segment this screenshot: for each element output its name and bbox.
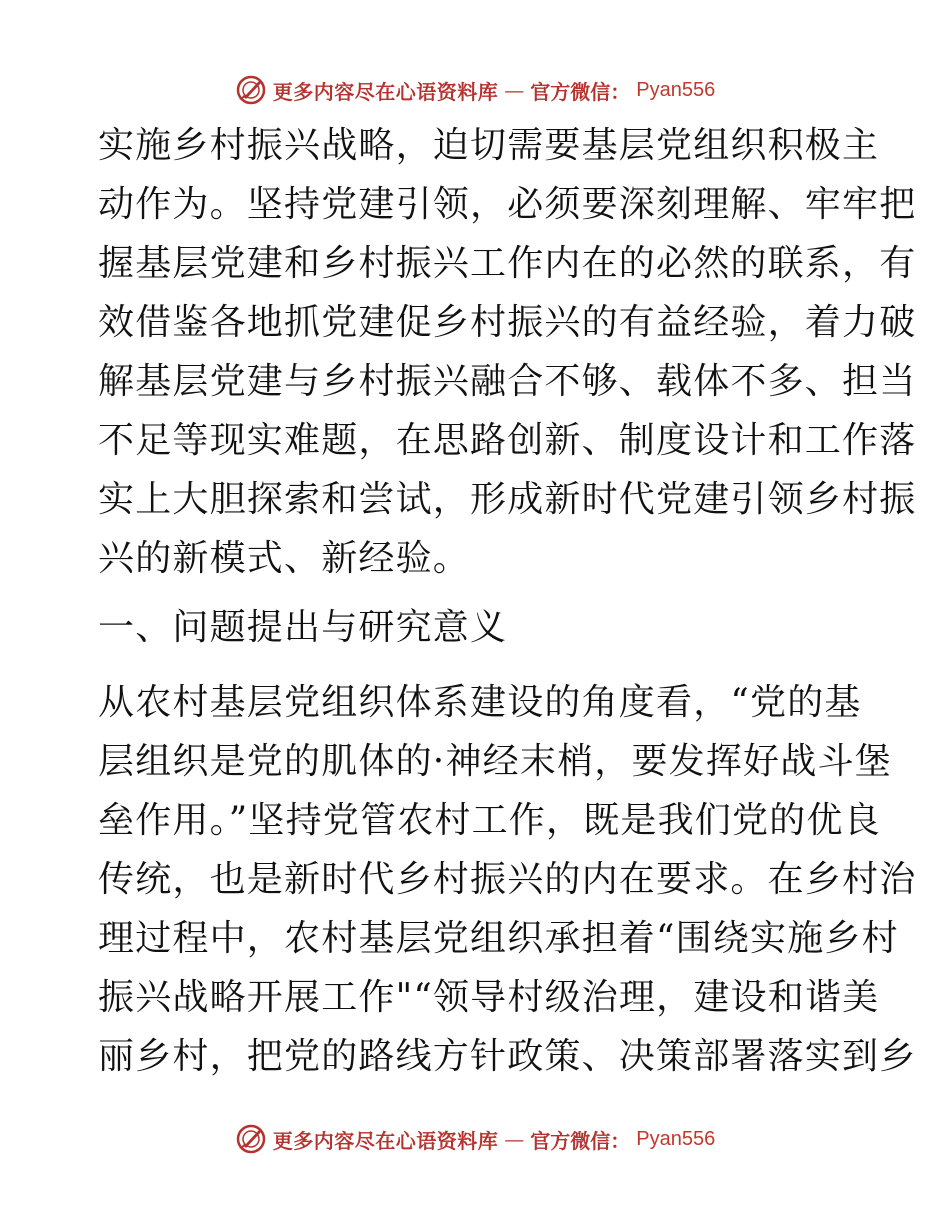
watermark-wechat-id: Pyan556: [636, 78, 716, 101]
text-line: 握基层党建和乡村振兴工作内在的必然的联系，有: [98, 243, 917, 284]
text-line: 层组织是党的肌体的·神经末梢，要发挥好战斗堡: [98, 741, 892, 782]
text-line: 实施乡村振兴战略，迫切需要基层党组织积极主: [98, 125, 880, 166]
watermark-wechat-id: Pyan556: [636, 1127, 716, 1150]
watermark-separator: —: [504, 1127, 525, 1151]
watermark-text: 更多内容尽在心语资料库: [272, 79, 499, 104]
text-line: 实上大胆探索和尝试，形成新时代党建引领乡村振: [98, 479, 917, 520]
text-line: 从农村基层党组织体系建设的角度看，“党的基: [98, 682, 862, 723]
text-line: 理过程中，农村基层党组织承担着“围绕实施乡村: [98, 918, 899, 959]
watermark-official-label: 官方微信：: [530, 1128, 631, 1153]
text-line: 兴的新模式、新经验。: [98, 538, 471, 579]
text-line: 不足等现实难题，在思路创新、制度设计和工作落: [98, 420, 917, 461]
footer-watermark: [0, 1119, 950, 1159]
text-line: 动作为。坚持党建引领，必须要深刻理解、牢牢把: [98, 184, 917, 225]
watermark-separator: —: [504, 78, 525, 102]
text-line: 丽乡村，把党的路线方针政策、决策部署落实到乡: [98, 1036, 917, 1077]
text-line: 振兴战略开展工作"“领导村级治理，建设和谐美: [98, 977, 880, 1018]
watermark-official-label: 官方微信：: [530, 79, 631, 104]
section-heading: 一、问题提出与研究意义: [98, 607, 508, 648]
text-line: 垒作用。”坚持党管农村工作，既是我们党的优良: [98, 800, 881, 841]
brand-logo-icon: [235, 74, 267, 106]
watermark-text: 更多内容尽在心语资料库: [272, 1128, 499, 1153]
text-line: 传统，也是新时代乡村振兴的内在要求。在乡村治: [98, 859, 917, 900]
header-watermark: [0, 70, 950, 110]
text-line: 解基层党建与乡村振兴融合不够、载体不多、担当: [98, 361, 917, 402]
brand-logo-icon: [235, 1123, 267, 1155]
text-line: 效借鉴各地抓党建促乡村振兴的有益经验，着力破: [98, 302, 917, 343]
